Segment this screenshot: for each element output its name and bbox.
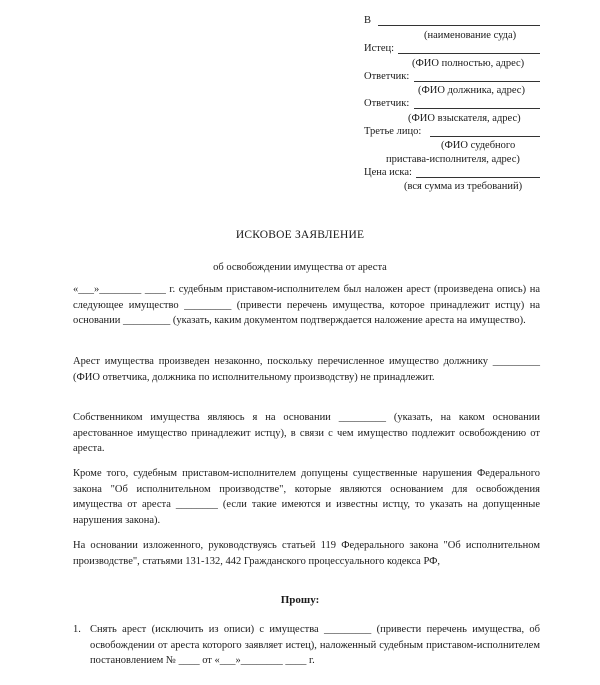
court-hint: (наименование суда) [424, 30, 517, 41]
defendant1-label: Ответчик: [364, 71, 410, 82]
third-party-label: Третье лицо: [364, 126, 422, 137]
third-party-line [430, 136, 540, 137]
price-hint: (вся сумма из требований) [404, 181, 523, 192]
request-heading: Прошу: [280, 594, 320, 606]
plaintiff-label: Истец: [364, 43, 395, 54]
plaintiff-line [398, 53, 540, 54]
defendant2-hint: (ФИО взыскателя, адрес) [408, 113, 521, 124]
defendant2-label: Ответчик: [364, 98, 410, 109]
court-prefix: В [364, 15, 372, 26]
request-text: Снять арест (исключить из описи) с имущества _________ (привести перечень имущества, об освобождении от ареста которого заявляет истец), наложенный судебным приставом-исполнителем постановлением № ____ от «___»________ ____ г. [90, 624, 540, 667]
paragraph-grounds: На основании изложенного, руководствуясь статьей 119 Федерального закона "Об исполнительном производстве", статьями 131-132, 442 Гражданского процессуального кодекса РФ, [73, 540, 540, 567]
document-title: ИСКОВОЕ ЗАЯВЛЕНИЕ [235, 229, 365, 241]
third-party-hint-1: (ФИО судебного [441, 140, 516, 151]
paragraph-violations: Кроме того, судебным приставом-исполнителем допущены существенные нарушения Федерального закона "Об исполнительном производстве", которые являются основанием для освобождения имущества от ареста ________ (если такие имеются и известны истцу, то указать на допущенные нарушения закона). [73, 468, 540, 526]
paragraph-ownership: Собственником имущества являюсь я на основании _________ (указать, на каком основании арестованное имущество принадлежит истцу), в связи с чем имущество подлежит освобождению от ареста. [73, 412, 540, 455]
plaintiff-hint: (ФИО полностью, адрес) [412, 58, 525, 69]
price-line [416, 177, 540, 178]
defendant2-line [414, 108, 540, 109]
defendant1-line [414, 81, 540, 82]
paragraph-arrest: «___»________ ____ г. судебным приставом-исполнителем был наложен арест (произведена опись) на следующее имущество _________ (привести перечень имущества, которое принадлежит истцу) на основании _________ (указать, каким документом подтверждается наложение ареста на имущество). [73, 284, 540, 327]
defendant1-hint: (ФИО должника, адрес) [418, 85, 525, 96]
request-number: 1. [73, 624, 81, 635]
court-line [378, 25, 540, 26]
price-label: Цена иска: [364, 167, 412, 178]
document-subtitle: об освобождении имущества от ареста [213, 262, 387, 273]
paragraph-illegal: Арест имущества произведен незаконно, поскольку перечисленное имущество должнику _________ (ФИО ответчика, должника по исполнительному производству) не принадлежит. [73, 356, 540, 383]
third-party-hint-2: пристава-исполнителя, адрес) [386, 154, 520, 165]
